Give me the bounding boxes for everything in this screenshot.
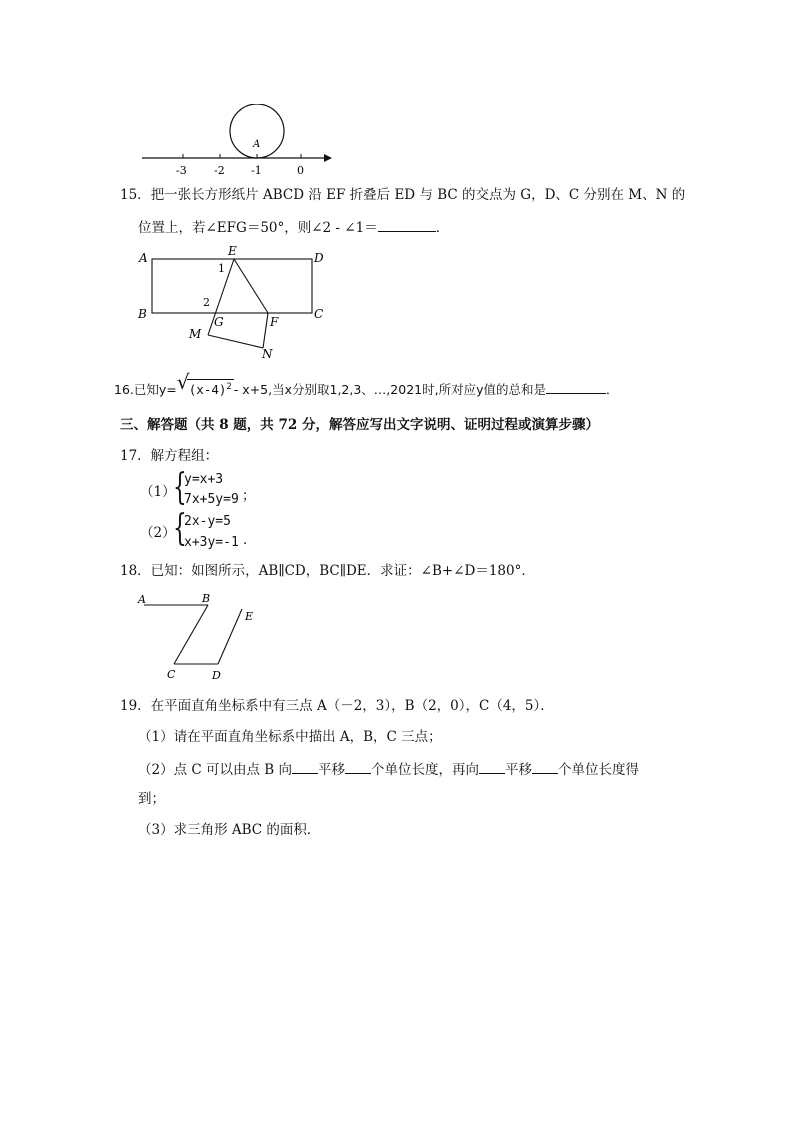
q17-p1-label: （1） — [140, 484, 176, 500]
label-b: B — [202, 592, 211, 605]
q16-line — [114, 370, 619, 399]
q19-p2d: 平移 — [505, 762, 533, 778]
circle-center-label: A — [253, 139, 261, 150]
parallel-lines-figure — [132, 588, 267, 684]
q15-line2 — [138, 217, 449, 237]
q19-distance-blank-2[interactable] — [532, 759, 558, 774]
q19-part2 — [138, 759, 639, 779]
label-b: B — [138, 307, 147, 321]
segment-bc — [174, 605, 208, 664]
q19-line — [120, 697, 554, 715]
q15-text2: 位置上，若∠EFG＝50°，则∠2 - ∠1＝ — [138, 220, 378, 236]
label-n: N — [262, 347, 273, 361]
q19-part3 — [138, 821, 320, 839]
q15-text1: 把一张长方形纸片 ABCD 沿 EF 折叠后 ED 与 BC 的交点为 G，D、C 分别在 M、N 的 — [150, 187, 686, 203]
q16-end: ． — [605, 382, 619, 398]
q19-part1 — [138, 728, 442, 746]
q17-title-text: 17．解方程组： — [120, 448, 219, 464]
q16-prefix: 16.已知y= — [114, 382, 177, 398]
arrow-head — [324, 154, 332, 162]
segment-ef — [234, 259, 268, 313]
q17-eq1b: 7x+5y=9 — [184, 492, 239, 507]
label-d: D — [314, 251, 324, 265]
section-3-heading — [120, 416, 599, 434]
label-a: A — [139, 251, 148, 265]
tick-label: -1 — [251, 164, 262, 177]
q17-part2-label — [140, 524, 176, 542]
angle-1-label: 1 — [218, 262, 225, 275]
q16-radicand: (x-4) — [188, 382, 227, 398]
tick-label: -2 — [214, 164, 225, 177]
segment-fn — [263, 313, 268, 348]
q16-exponent: 2 — [226, 382, 232, 392]
q15-line1 — [120, 186, 685, 204]
q17-eq1a: y=x+3 — [184, 472, 224, 487]
q19-p2f: 到； — [138, 791, 165, 807]
q18-text: 18．已知：如图所示，AB∥CD，BC∥DE．求证：∠B+∠D＝180°． — [120, 563, 535, 579]
q19-text: 19．在平面直角坐标系中有三点 A（－2，3），B（2，0），C（4，5）． — [120, 698, 554, 714]
q17-title — [120, 447, 218, 465]
q17-p2-end: ． — [243, 532, 257, 548]
q16-answer-blank[interactable] — [546, 379, 606, 394]
q16-suffix: - x+5,当x分别取1,2,3、…,2021时,所对应y值的总和是 — [233, 382, 546, 398]
rectangle-abcd — [152, 259, 312, 313]
tick-label: -3 — [176, 164, 187, 177]
q15-answer-blank[interactable] — [378, 217, 436, 232]
q17-eq2a: 2x-y=5 — [184, 514, 231, 529]
q17-p1-end: ； — [242, 488, 256, 504]
label-d: D — [212, 669, 221, 682]
q19-p2b: 平移 — [318, 762, 346, 778]
label-g: G — [214, 315, 224, 329]
q19-p1-text: （1）请在平面直角坐标系中描出 A，B，C 三点； — [138, 729, 442, 745]
label-c: C — [167, 668, 176, 681]
q19-part2-cont — [138, 790, 165, 808]
number-line-figure — [138, 104, 338, 180]
q17-eq2b: x+3y=-1 — [184, 535, 239, 550]
brace-icon: { — [173, 467, 187, 508]
q19-p2e: 个单位长度得 — [558, 762, 640, 778]
angle-2-label: 2 — [203, 296, 210, 309]
label-c: C — [314, 307, 324, 321]
label-m: M — [189, 327, 202, 341]
q17-p2-label: （2） — [140, 525, 176, 541]
label-a: A — [138, 593, 146, 606]
segment-mn — [208, 335, 263, 348]
section-3-heading-text: 三、解答题（共 8 题，共 72 分，解答应写出文字说明、证明过程或演算步骤） — [120, 417, 599, 433]
segment-de — [218, 609, 242, 664]
q19-direction-blank-2[interactable] — [479, 759, 505, 774]
q19-p2a: （2）点 C 可以由点 B 向 — [138, 762, 293, 778]
sqrt-symbol — [176, 370, 234, 399]
brace-icon: { — [173, 508, 187, 549]
q19-p3-text: （3）求三角形 ABC 的面积． — [138, 822, 321, 838]
label-e: E — [245, 610, 254, 623]
q19-p2c: 个单位长度，再向 — [371, 762, 480, 778]
q15-number: 15． — [120, 187, 151, 203]
tick-label: 0 — [297, 164, 304, 177]
sqrt-radical-icon: √ — [176, 370, 190, 394]
q15-end: ． — [435, 220, 450, 236]
q17-part1-label — [140, 483, 176, 501]
q18-line — [120, 562, 535, 580]
label-e: E — [228, 244, 237, 258]
label-f: F — [270, 315, 279, 329]
q19-direction-blank-1[interactable] — [292, 759, 318, 774]
q19-distance-blank-1[interactable] — [345, 759, 371, 774]
folded-rectangle-figure — [130, 244, 340, 362]
